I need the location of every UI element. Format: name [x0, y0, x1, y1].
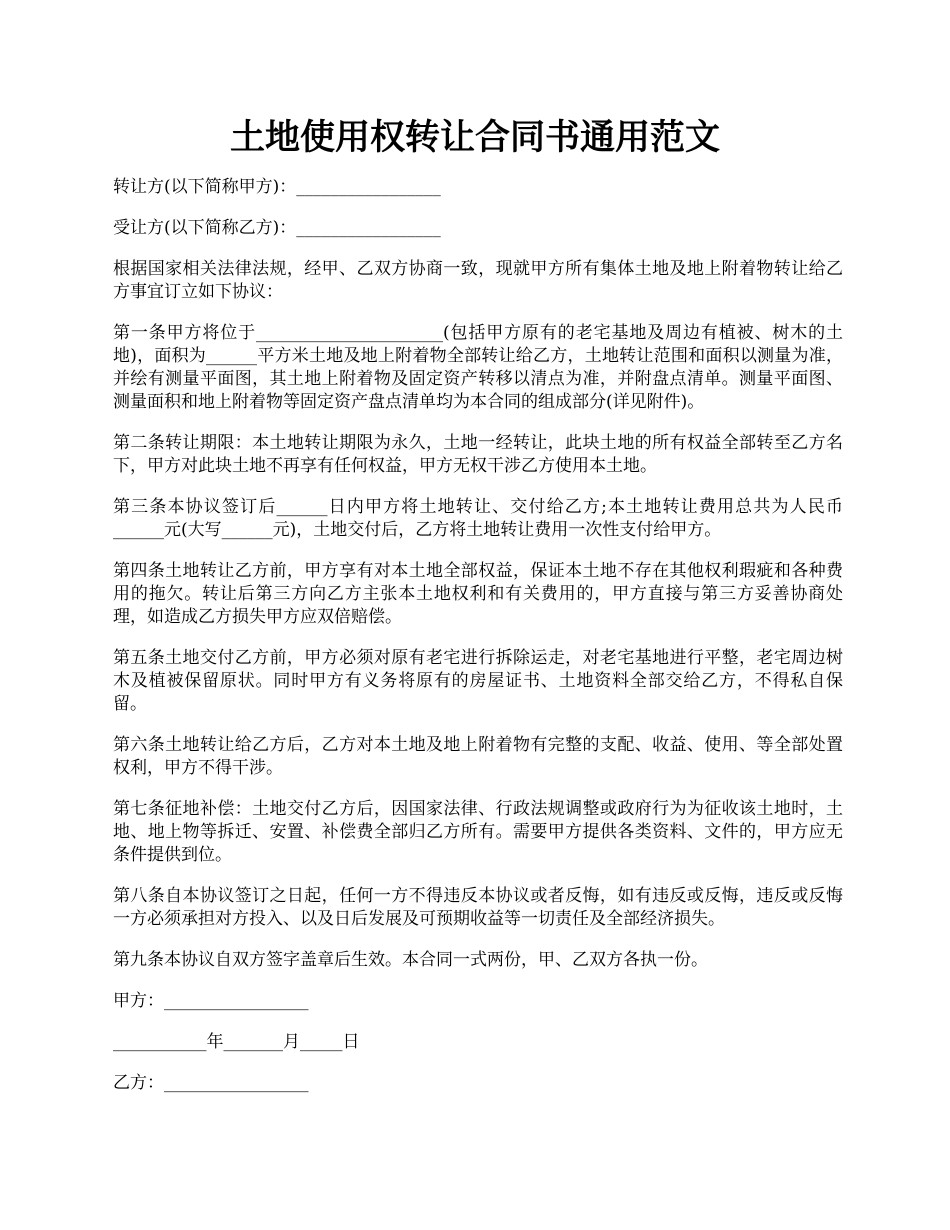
document-body: [113, 176, 843, 1113]
party-a-signature-line: 甲方：_________________: [113, 991, 309, 1011]
article-2: 第二条转让期限：本土地转让期限为永久，土地一经转让，此块土地的所有权益全部转至乙方名下，甲方对此块土地不再享有任何权益，甲方无权干涉乙方使用本土地。: [113, 433, 843, 476]
article-5: 第五条土地交付乙方前，甲方必须对原有老宅进行拆除运走，对老宅基地进行平整，老宅周边树木及植被保留原状。同时甲方有义务将原有的房屋证书、土地资料全部交给乙方，不得私自保留。: [113, 648, 843, 714]
article-3: 第三条本协议签订后______日内甲方将土地转让、交付给乙方;本土地转让费用总共为人民币______元(大写______元)，土地交付后，乙方将土地转让费用一次性支付给甲方。: [113, 497, 843, 540]
party-b-signature-line: 乙方：_________________: [113, 1073, 309, 1093]
article-1: 第一条甲方将位于______________________(包括甲方原有的老宅基地及周边有植被、树木的土地)，面积为______平方米土地及地上附着物全部转让给乙方，土地转让范围和面积以测量为准，并绘有测量平面图，其土地上附着物及固定资产转移以清点为准，并附盘点清单。测量平面图、测量面积和地上附着物等固定资产盘点清单均为本合同的组成部分(详见附件)。: [113, 323, 843, 412]
document-title: 土地使用权转让合同书通用范文: [229, 117, 720, 158]
article-9: 第九条本协议自双方签字盖章后生效。本合同一式两份，甲、乙双方各执一份。: [113, 950, 708, 970]
transferee-line: 受让方(以下简称乙方)：_________________: [113, 218, 441, 238]
preamble-paragraph: 根据国家相关法律法规，经甲、乙双方协商一致，现就甲方所有集体土地及地上附着物转让给乙方事宜订立如下协议：: [113, 259, 843, 302]
article-8: 第八条自本协议签订之日起，任何一方不得违反本协议或者反悔，如有违反或反悔，违反或反悔一方必须承担对方投入、以及日后发展及可预期收益等一切责任及全部经济损失。: [113, 886, 843, 929]
date-line: ___________年_______月_____日: [113, 1032, 360, 1052]
article-7: 第七条征地补偿：土地交付乙方后，因国家法律、行政法规调整或政府行为为征收该土地时，土地、地上物等拆迁、安置、补偿费全部归乙方所有。需要甲方提供各类资料、文件的，甲方应无条件提供到位。: [113, 799, 843, 865]
article-4: 第四条土地转让乙方前，甲方享有对本土地全部权益，保证本土地不存在其他权利瑕疵和各种费用的拖欠。转让后第三方向乙方主张本土地权利和有关费用的，甲方直接与第三方妥善协商处理，如造成乙方损失甲方应双倍赔偿。: [113, 561, 843, 627]
transferor-line: 转让方(以下简称甲方)：_________________: [113, 177, 441, 197]
article-6: 第六条土地转让给乙方后，乙方对本土地及地上附着物有完整的支配、收益、使用、等全部处置权利，甲方不得干涉。: [113, 735, 843, 778]
